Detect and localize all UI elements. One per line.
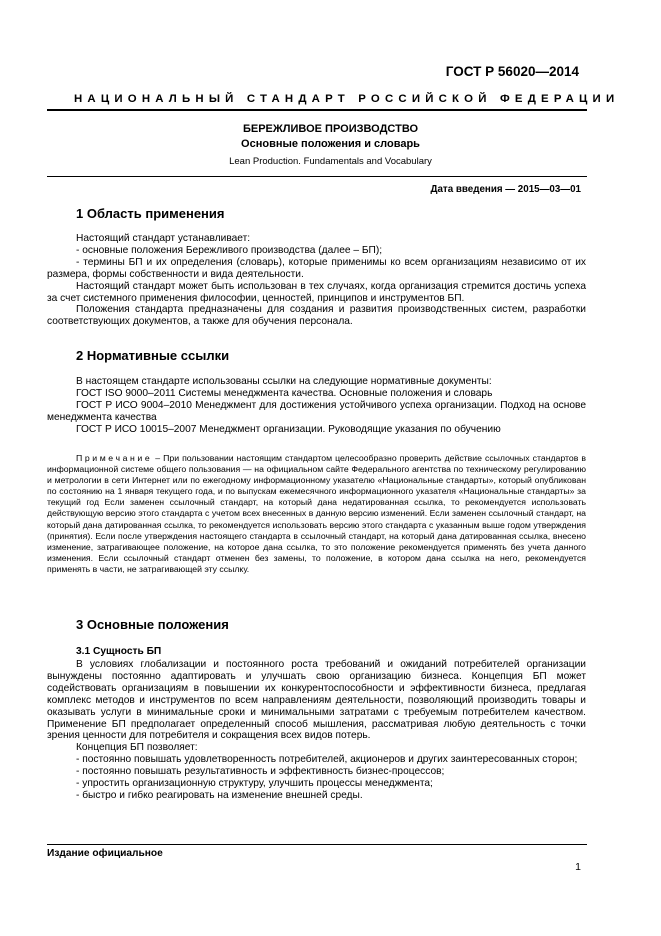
paragraph: Положения стандарта предназначены для создания и развития производственных систем, разработки соответствующих документов, а также для обучения персонала. <box>47 304 586 328</box>
paragraph: ГОСТ ISO 9000–2011 Системы менеджмента качества. Основные положения и словарь <box>76 387 493 399</box>
section-3-body <box>47 659 586 802</box>
document-subtitle: Основные положения и словарь <box>241 138 420 150</box>
official-edition-label: Издание официальное <box>47 848 163 859</box>
paragraph: В условиях глобализации и постоянного роста требований и ожиданий потребителей организации вынуждены постоянно адаптировать и улучшать свою организацию бизнеса. Концепция БП может содействовать организациям в повышении их конкурентоспособности и эффективности бизнеса, предлагая комплекс методов и инструментов по всем направлениям деятельности, позволяющий производить товары и оказывать услуги в минимальные сроки и минимальными затратами с требуемым потребителем качеством. Применение БП предполагает определенный способ мышления, рассматривая любую деятельность с точки зрения ценности для потребителя и сокращения всех видов потерь. <box>47 659 586 742</box>
paragraph: - основные положения Бережливого производства (далее – БП); <box>76 244 383 256</box>
paragraph: - быстро и гибко реагировать на изменение внешней среды. <box>76 789 363 801</box>
paragraph: ГОСТ Р ИСО 9004–2010 Менеджмент для достижения устойчивого успеха организации. Подход на основе менеджмента качества <box>47 399 586 423</box>
paragraph: Настоящий стандарт устанавливает: <box>76 233 251 244</box>
paragraph: - постоянно повышать удовлетворенность потребителей, акционеров и других заинтересованных сторон; <box>76 754 578 766</box>
paragraph: В настоящем стандарте использованы ссылки на следующие нормативные документы: <box>76 376 492 387</box>
english-title: Lean Production. Fundamentals and Vocabulary <box>229 156 432 167</box>
page-number: 1 <box>575 861 581 873</box>
normative-note <box>47 453 586 575</box>
footer-rule <box>47 844 587 845</box>
paragraph: - упростить организационную структуру, улучшить процессы менеджмента; <box>76 778 433 790</box>
national-standard-banner: НАЦИОНАЛЬНЫЙ СТАНДАРТ РОССИЙСКОЙ ФЕДЕРАЦИИ <box>74 93 620 105</box>
document-code: ГОСТ Р 56020—2014 <box>445 64 579 79</box>
paragraph: - постоянно повышать результативность и эффективность бизнес-процессов; <box>76 766 445 778</box>
note-label: Примечание <box>76 453 153 463</box>
section-2-heading: 2 Нормативные ссылки <box>76 348 230 363</box>
subsection-3-1-heading: 3.1 Сущность БП <box>76 646 162 657</box>
note-text: – При пользовании настоящим стандартом целесообразно проверить действие ссылочных стандартов в информационной системе общего пользования — на официальном сайте Федерального агентства по техническому регулированию и метрологии в сети Интернет или по ежегодному информационному указателю «Национальные стандарты», который опубликован по состоянию на 1 января текущего года, и по выпускам ежемесячного информационного указателя «Национальные стандарты» за текущий год Если заменен ссылочный стандарт, на который дана недатированная ссылка, то рекомендуется использовать действующую версию этого стандарта с учетом всех внесенных в данную версию изменений. Если заменен ссылочный стандарт, на который дана датированная ссылка, то рекомендуется использовать версию этого стандарта с указанным выше годом утверждения (принятия). Если после утверждения настоящего стандарта в ссылочный стандарт, на который дана датированная ссылка, внесено изменение, затрагивающее положение, на которое дана ссылка, то это положение рекомендуется применять без учета данного изменения. Если ссылочный стандарт отменен без замены, то положение, в котором дана ссылка на него, рекомендуется применять в части, не затрагивающей эту ссылку. <box>47 453 586 574</box>
paragraph: ГОСТ Р ИСО 10015–2007 Менеджмент организации. Руководящие указания по обучению <box>76 423 501 435</box>
title-rule <box>47 176 587 177</box>
header-rule <box>47 109 587 111</box>
paragraph: Концепция БП позволяет: <box>76 742 198 754</box>
section-3-heading: 3 Основные положения <box>76 617 229 632</box>
paragraph: - термины БП и их определения (словарь), которые применимы ко всем организациям независимо от их размера, формы собственности и вида деятельности. <box>47 256 586 280</box>
section-1-body <box>47 233 586 328</box>
introduction-date: Дата введения — 2015—03—01 <box>430 184 581 195</box>
section-2-body <box>47 376 586 436</box>
paragraph: Настоящий стандарт может быть использован в тех случаях, когда организация стремится достичь успеха за счет системного применения философии, ценностей, принципов и инструментов БП. <box>47 280 586 304</box>
document-title: БЕРЕЖЛИВОЕ ПРОИЗВОДСТВО <box>242 123 419 135</box>
section-1-heading: 1 Область применения <box>76 206 225 221</box>
